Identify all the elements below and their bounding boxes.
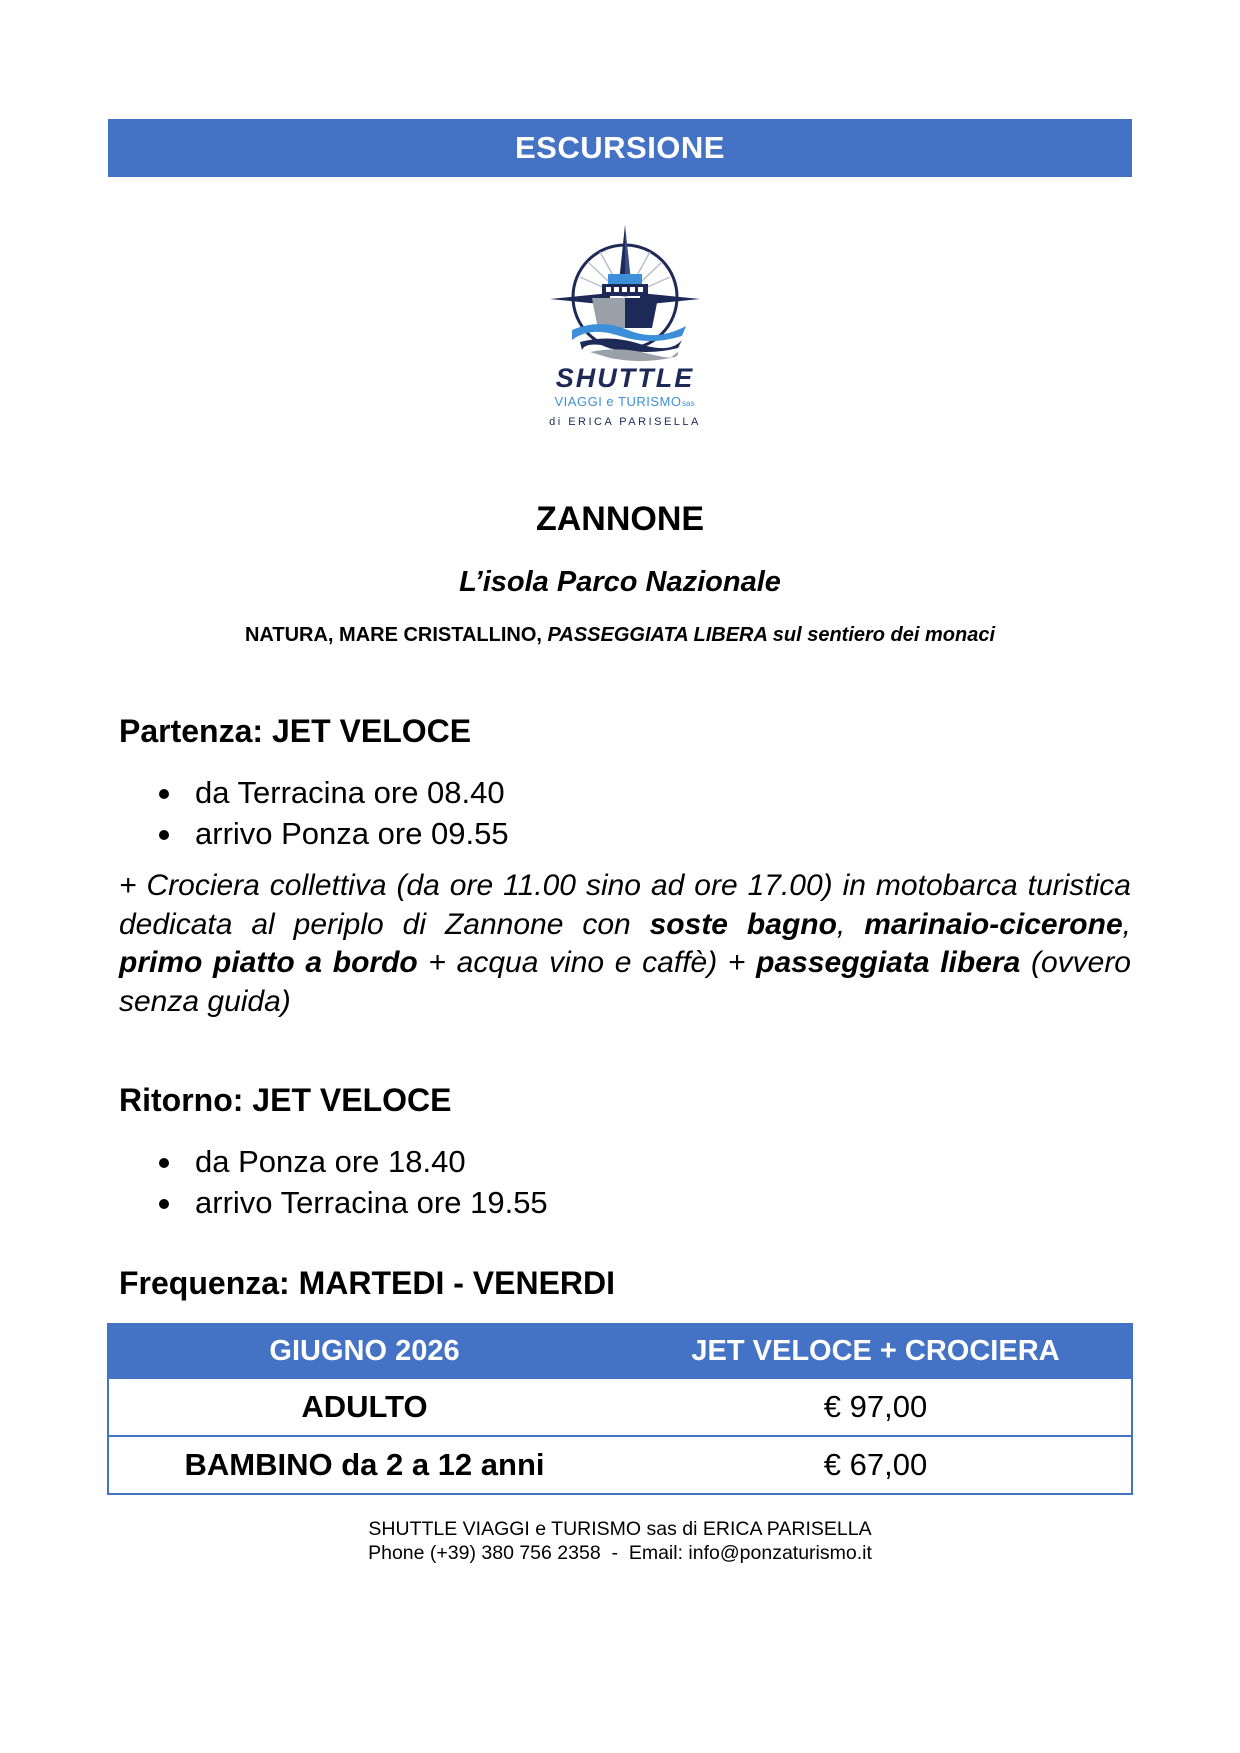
- tagline-part3: sul sentiero dei monaci: [767, 624, 996, 646]
- text-run: + Crociera collettiva (da ore 11.00 sino ad ore 17.00) in motobarca turistica dedicata al periplo di Zannone con: [119, 869, 1131, 941]
- text-run: (ovvero senza guida): [119, 946, 1131, 1018]
- compass-ship-icon: [510, 222, 740, 452]
- table-row: [108, 1378, 1132, 1436]
- price-value: € 67,00: [620, 1436, 1132, 1494]
- logo-line2: VIAGGI e TURISMO: [554, 394, 682, 409]
- list-item: arrivo Terracina ore 19.55: [155, 1182, 548, 1223]
- text-run-bold: marinaio-cicerone: [864, 907, 1123, 941]
- banner-title: ESCURSIONE: [515, 130, 725, 165]
- price-label: ADULTO: [108, 1378, 620, 1436]
- footer-company: SHUTTLE VIAGGI e TURISMO sas di ERICA PARISELLA: [368, 1518, 872, 1540]
- ritorno-list: [155, 1141, 548, 1223]
- footer-contact: Phone (+39) 380 756 2358 - Email: info@ponzaturismo.it: [368, 1542, 872, 1564]
- list-item: da Terracina ore 08.40: [155, 772, 509, 813]
- text-run-bold: soste bagno: [649, 907, 837, 941]
- text-run-bold: primo piatto a bordo: [119, 946, 418, 979]
- text-run: ,: [1122, 907, 1131, 941]
- company-logo: [510, 222, 740, 452]
- partenza-heading: Partenza: JET VELOCE: [119, 713, 472, 749]
- tagline-part1: NATURA, MARE CRISTALLINO,: [244, 624, 548, 646]
- table-header: GIUGNO 2026: [108, 1324, 620, 1378]
- logo-line2-suffix: sas: [682, 399, 695, 408]
- logo-name: SHUTTLE: [555, 363, 695, 393]
- text-run: ,: [836, 907, 865, 941]
- page-title: ZANNONE: [535, 500, 705, 538]
- table-header: JET VELOCE + CROCIERA: [620, 1324, 1132, 1378]
- text-run: + acqua vino e caffè) +: [417, 946, 757, 979]
- price-value: € 97,00: [620, 1378, 1132, 1436]
- price-label: BAMBINO da 2 a 12 anni: [108, 1436, 620, 1494]
- logo-line3: di ERICA PARISELLA: [549, 416, 701, 428]
- page-subtitle: L’isola Parco Nazionale: [459, 566, 781, 598]
- text-run-bold: passeggiata libera: [756, 946, 1021, 979]
- section-banner: [108, 119, 1132, 177]
- crociera-paragraph: [119, 867, 1131, 1021]
- list-item: arrivo Ponza ore 09.55: [155, 813, 509, 854]
- table-row: [108, 1436, 1132, 1494]
- partenza-list: [155, 772, 509, 854]
- price-table: [107, 1323, 1133, 1495]
- tagline-part2: PASSEGGIATA LIBERA: [547, 624, 768, 646]
- frequenza-heading: Frequenza: MARTEDI - VENERDI: [119, 1265, 616, 1301]
- tagline: [0, 624, 1240, 647]
- table-header-row: [108, 1324, 1132, 1378]
- list-item: da Ponza ore 18.40: [155, 1141, 548, 1182]
- ritorno-heading: Ritorno: JET VELOCE: [119, 1082, 452, 1118]
